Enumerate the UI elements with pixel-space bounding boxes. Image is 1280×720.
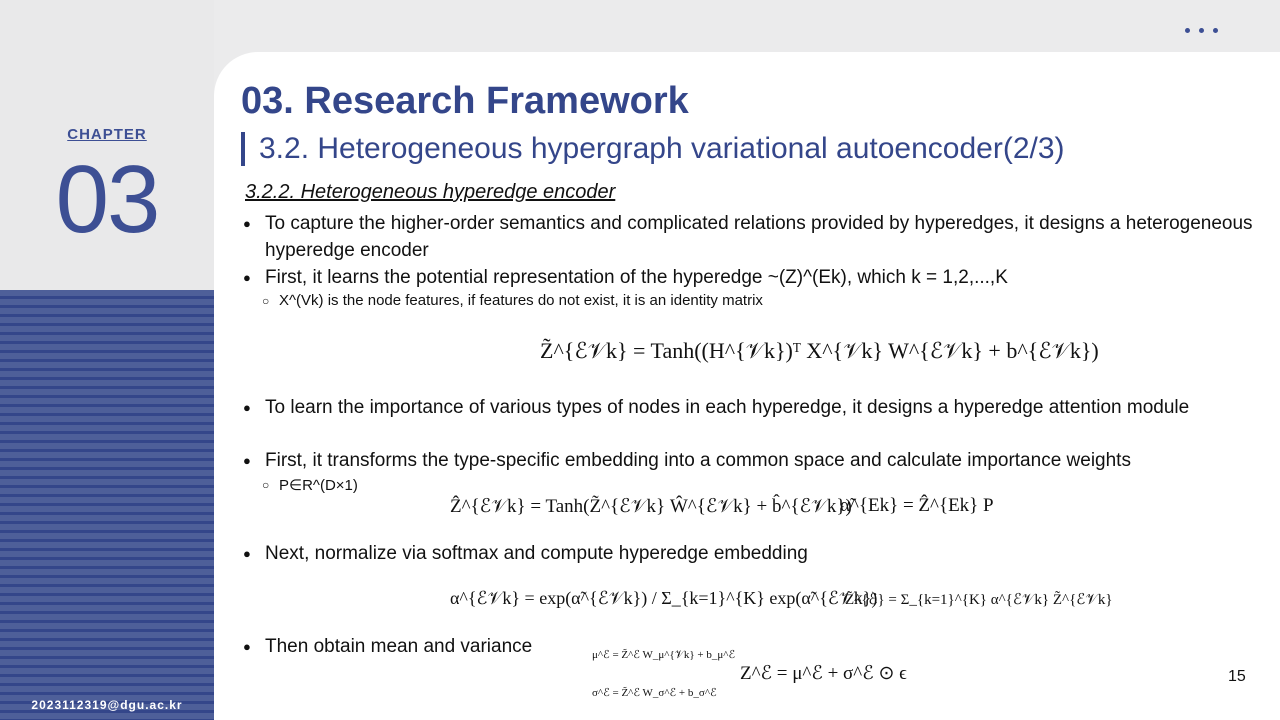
- equation-common-space: Ẑ^{ℰ𝒱k} = Tanh(Z̃^{ℰ𝒱k} Ŵ^{ℰ𝒱k} + b̂^{ℰ𝒱k}): [450, 496, 852, 517]
- page-number: 15: [1228, 668, 1246, 685]
- section-heading: 3.2.2. Heterogeneous hyperedge encoder: [245, 181, 616, 203]
- equation-hyperedge-representation: Z̃^{ℰ𝒱k} = Tanh((H^{𝒱k})ᵀ X^{𝒱k} W^{ℰ𝒱k} + b^{ℰ𝒱k}): [540, 338, 1099, 363]
- bullet-item: ● First, it transforms the type-specific embedding into a common space and calculate importance weights: [243, 447, 1263, 474]
- sub-bullet-item: ○ P∈R^(D×1): [262, 476, 358, 494]
- equation-mean: μ^ℰ = Z̃^ℰ W_μ^{𝒱k} + b_μ^ℰ: [592, 649, 736, 661]
- bullet-item: ● Then obtain mean and variance: [243, 633, 583, 660]
- chapter-label: CHAPTER: [67, 126, 147, 143]
- equation-importance-weight: α̃^{Ek} = Ẑ^{Ek} P: [840, 495, 994, 516]
- bullet-item: ● First, it learns the potential representation of the hyperedge ~(Z)^(Ek), which k = 1,2,...,K: [243, 264, 1263, 291]
- equation-reparameterization: Z^ℰ = μ^ℰ + σ^ℰ ⊙ ϵ: [740, 663, 907, 684]
- chapter-number: 03: [55, 146, 159, 253]
- bullet-item: ● To learn the importance of various types of nodes in each hyperedge, it designs a hyperedge attention module: [243, 394, 1263, 421]
- bullet-item: ● To capture the higher-order semantics and complicated relations provided by hyperedges, it designs a heterogeneous hyperedge encoder: [243, 210, 1263, 264]
- more-options-icon[interactable]: [1185, 28, 1218, 33]
- author-email: 2023112319@dgu.ac.kr: [31, 698, 183, 712]
- page-subtitle: 3.2. Heterogeneous hypergraph variational autoencoder(2/3): [241, 132, 1065, 166]
- page-title: 03. Research Framework: [241, 80, 689, 122]
- equation-variance: σ^ℰ = Z̃^ℰ W_σ^ℰ + b_σ^ℰ: [592, 687, 717, 699]
- sidebar-striped-panel: [0, 290, 214, 720]
- equation-hyperedge-embedding: Z̃^{ℰ} = Σ_{k=1}^{K} α^{ℰ𝒱k} Z̃^{ℰ𝒱k}: [845, 592, 1113, 608]
- bullet-item: ● Next, normalize via softmax and compute hyperedge embedding: [243, 540, 1263, 567]
- equation-softmax: α^{ℰ𝒱k} = exp(α̃^{ℰ𝒱k}) / Σ_{k=1}^{K} exp(α̃^{ℰ𝒱k}): [450, 588, 878, 608]
- sub-bullet-item: ○ X^(Vk) is the node features, if features do not exist, it is an identity matrix: [262, 292, 763, 309]
